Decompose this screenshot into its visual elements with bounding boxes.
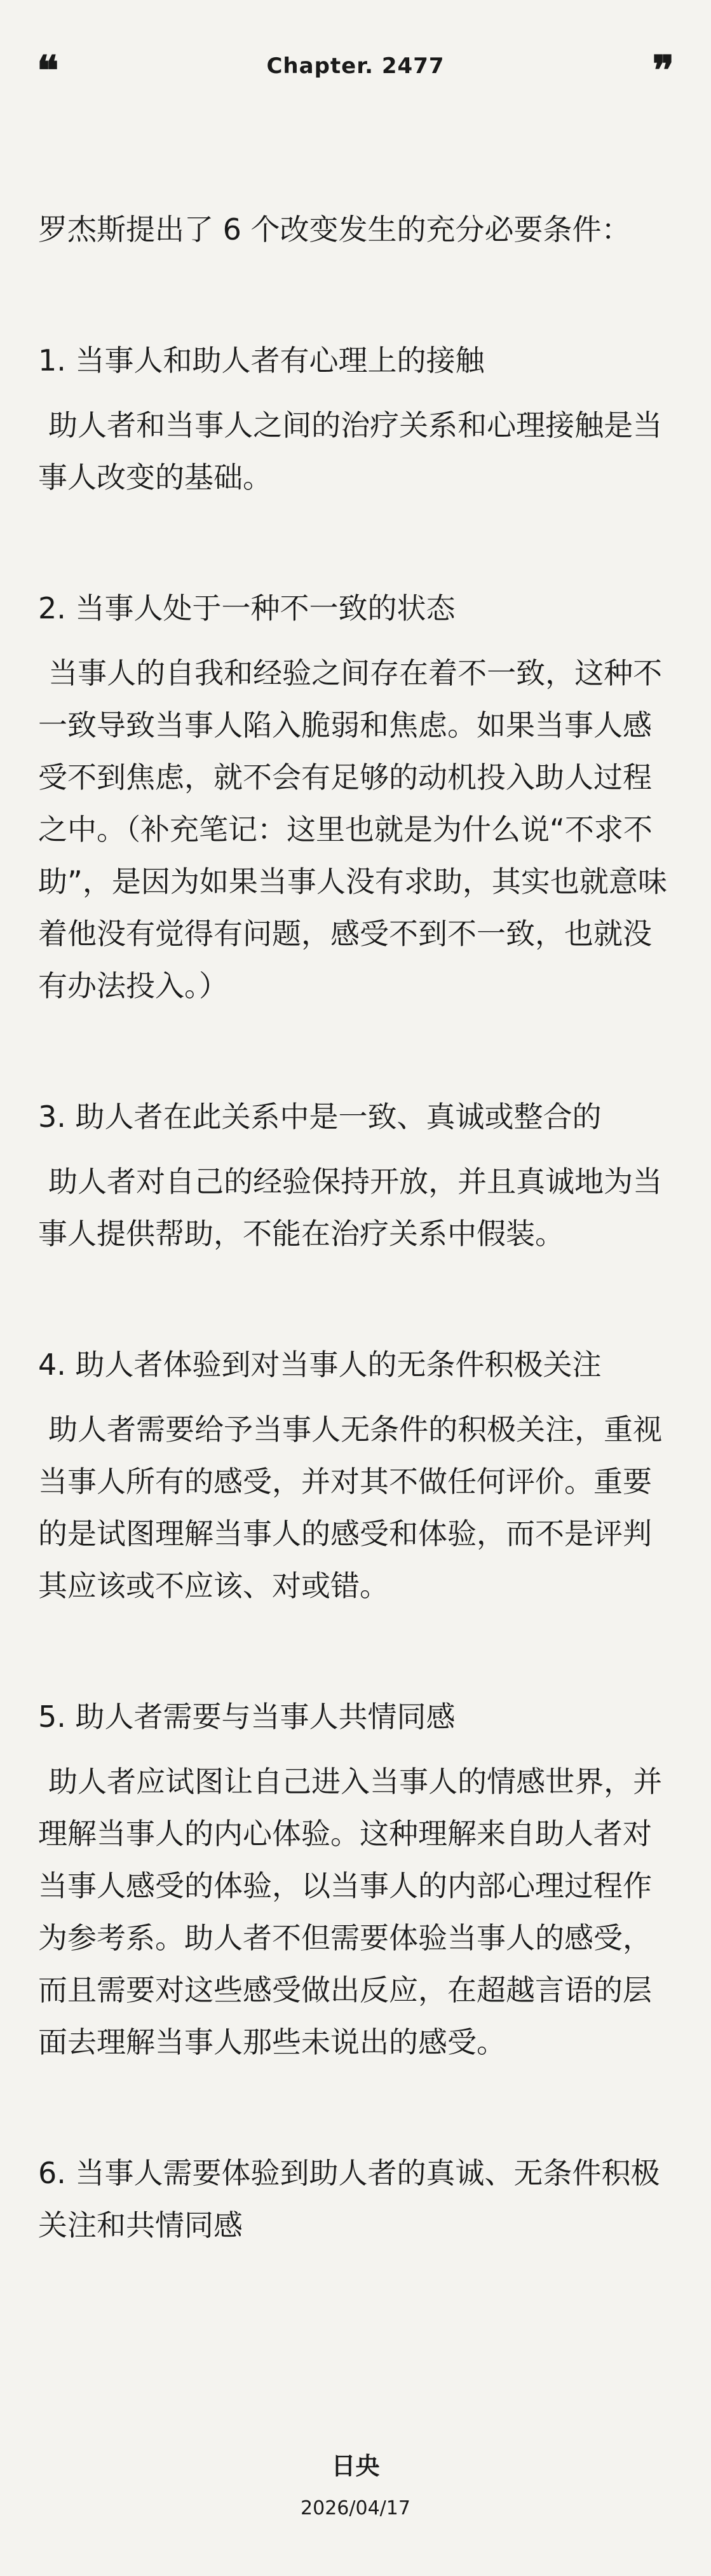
section-body: 助人者需要给予当事人无条件的积极关注，重视当事人所有的感受，并对其不做任何评价。重要的是试图理解当事人的感受和体验，而不是评判其应该或不应该、对或错。 — [38, 1412, 663, 1603]
page-footer — [0, 2447, 711, 2525]
section-2 — [38, 582, 670, 1012]
section-body: 助人者对自己的经验保持开放，并且真诚地为当事人提供帮助，不能在治疗关系中假装。 — [38, 1164, 663, 1251]
author-name: 日央 — [331, 2452, 380, 2480]
chapter-title: Chapter. 2477 — [266, 53, 445, 79]
section-title: 4. 助人者体验到对当事人的无条件积极关注 — [38, 1347, 602, 1382]
section-title: 3. 助人者在此关系中是一致、真诚或整合的 — [38, 1100, 602, 1134]
publish-date: 2026/04/17 — [301, 2497, 410, 2519]
section-title: 5. 助人者需要与当事人共情同感 — [38, 1700, 456, 1734]
section-title: 6. 当事人需要体验到助人者的真诚、无条件积极关注和共情同感 — [38, 2156, 660, 2242]
section-6 — [38, 2147, 670, 2251]
quote-open-icon: ❝ — [37, 47, 59, 95]
intro-paragraph: 罗杰斯提出了 6 个改变发生的充分必要条件： — [38, 212, 631, 247]
section-title: 2. 当事人处于一种不一致的状态 — [38, 591, 456, 625]
section-1 — [38, 334, 670, 503]
section-4 — [38, 1339, 670, 1612]
section-title: 1. 当事人和助人者有心理上的接触 — [38, 343, 485, 378]
quote-close-icon: ❞ — [652, 47, 674, 95]
article-content — [38, 203, 670, 2330]
section-5 — [38, 1691, 670, 2068]
page-header — [0, 0, 711, 133]
section-body: 当事人的自我和经验之间存在着不一致，这种不一致导致当事人陷入脆弱和焦虑。如果当事人感受不到焦虑，就不会有足够的动机投入助人过程之中。（补充笔记：这里也就是为什么说“不求不助”，是因为如果当事人没有求助，其实也就意味着他没有觉得有问题，感受不到不一致，也就没有办法投入。） — [38, 656, 667, 1003]
section-body: 助人者应试图让自己进入当事人的情感世界，并理解当事人的内心体验。这种理解来自助人者对当事人感受的体验，以当事人的内部心理过程作为参考系。助人者不但需要体验当事人的感受，而且需要对这些感受做出反应，在超越言语的层面去理解当事人那些未说出的感受。 — [38, 1764, 663, 2059]
section-3 — [38, 1091, 670, 1260]
section-body: 助人者和当事人之间的治疗关系和心理接触是当事人改变的基础。 — [38, 408, 663, 494]
